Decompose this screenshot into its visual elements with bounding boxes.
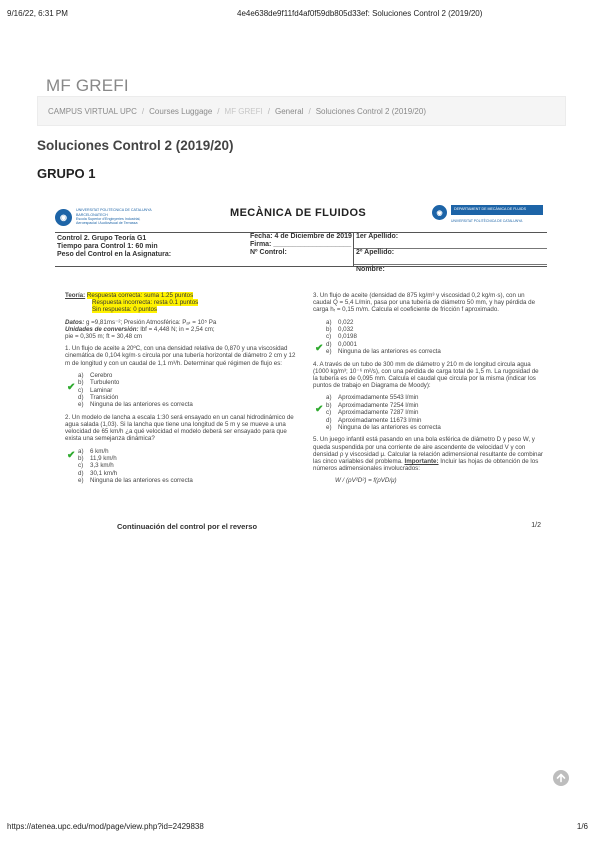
print-doc-title: 4e4e638de9f11fd4af0f59db805d33ef: Soluciones Control 2 (2019/20) — [237, 9, 483, 18]
back-to-top-button[interactable] — [553, 770, 569, 786]
dimensionless-formula: W / (ρV²D²) = f(ρVD/μ) — [335, 477, 397, 485]
option-e: e) Ninguna de las anteriores es correcta — [326, 424, 441, 432]
option-d: d) 30,1 km/h — [78, 469, 118, 477]
question-5: 5. Un juego infantil está pasando en una bola esférica de diámetro D y peso W, y queda suspendida por una corriente de aire ascendente de velocidad V y con densidad ρ y viscosidad μ. Calcular la relación adimensional resultante de combinar las cinco variables del problema. Importante: Incluir las hojas de obtención de los números adimensionales involucrados: — [313, 436, 543, 473]
surname-2-field: 2º Apellido: — [354, 249, 547, 265]
breadcrumb-separator: / — [308, 106, 311, 116]
breadcrumb-item-course[interactable]: MF GREFI — [224, 106, 263, 116]
question-2: 2. Un modelo de lancha a escala 1:30 será ensayado en un canal hidrodinámico de agua salada (1,03). Si la lancha que tiene una longitud de 5 m y se mueve a una velocidad de 65 km/h ¿a qué velocidad el modelo deberá ser ensayado para que exista una semejanza dinámica? — [65, 413, 294, 443]
exam-info-table — [55, 232, 547, 273]
option-d: d) 0,0001 — [326, 340, 357, 348]
breadcrumb-item-campus[interactable]: CAMPUS VIRTUAL UPC — [48, 106, 137, 116]
breadcrumb-separator: / — [217, 106, 220, 116]
checkmark-icon: ✔ — [315, 343, 324, 355]
exam-page-number: 1/2 — [531, 522, 541, 529]
exam-info-col-3 — [353, 233, 547, 273]
exam-data: Datos: g =9,81ms⁻²; Presión Atmosférica: Pₐₜ = 10⁵ Pa Unidades de conversión: lbf = 4,448 N; in = 2,54 cm; pie = 0,305 m; ft = 30,48 cm — [65, 318, 217, 341]
upc-school-logo — [55, 206, 180, 228]
option-c: c) 3,3 km/h — [78, 462, 114, 470]
time-label: Tiempo para Control 1: 60 min — [57, 243, 158, 250]
print-url: https://atenea.upc.edu/mod/page/view.php?id=2429838 — [7, 822, 204, 831]
option-b: ✔ b) 11,9 km/h — [67, 449, 117, 463]
exam-continuation-note: Continuación del control por el reverso — [117, 522, 258, 531]
exam-info-col-1 — [57, 233, 247, 266]
checkmark-icon: ✔ — [67, 449, 76, 461]
control-label: Control 2. Grupo Teoría G1 — [57, 235, 147, 242]
checkmark-icon: ✔ — [67, 381, 76, 393]
breadcrumb-separator: / — [141, 106, 145, 116]
checkmark-icon: ✔ — [315, 404, 324, 416]
option-a: a) 0,022 — [326, 318, 354, 326]
exam-right-column — [313, 292, 543, 485]
department-logo-box: DEPARTAMENT DE MECÀNICA DE FLUIDS — [451, 205, 543, 215]
exam-info-col-2 — [250, 233, 350, 266]
signature-label: Firma: ____________________ — [250, 241, 352, 248]
exam-title: MECÀNICA DE FLUIDOS — [230, 207, 367, 219]
breadcrumb-item-current[interactable]: Soluciones Control 2 (2019/20) — [315, 106, 426, 116]
option-b: b) 0,032 — [326, 326, 354, 334]
question-3-options — [313, 319, 543, 356]
print-page-number: 1/6 — [576, 822, 588, 831]
school-logo-text: UNIVERSITAT POLITÈCNICA DE CATALUNYA BARCELONATECH Escola Superior d'Enginyeries Industrial, Aeroespacial i Audiovisual de Terrassa — [76, 208, 152, 226]
surname-1-field: 1er Apellido: — [354, 233, 547, 249]
option-a: a) 6 km/h — [78, 447, 109, 455]
exam-left-column — [65, 292, 299, 490]
scoring-rules: Teoría: Respuesta correcta: suma 1.25 puntos Respuesta incorrecta: resta 0.1 puntos Sin respuesta: 0 puntos — [65, 292, 199, 314]
option-d: d) Aproximadamente 11673 l/min — [326, 416, 422, 424]
option-a: a) Aproximadamente 5543 l/min — [326, 394, 419, 402]
breadcrumb — [37, 96, 566, 126]
page-title: Soluciones Control 2 (2019/20) — [37, 138, 234, 153]
print-datetime: 9/16/22, 6:31 PM — [7, 9, 68, 18]
section-heading: GRUPO 1 — [37, 166, 96, 181]
option-e: ✔ e) Ninguna de las anteriores es correcta — [315, 343, 441, 356]
question-4: 4. A través de un tubo de 300 mm de diámetro y 210 m de longitud circula agua (1000 kg/m³; 10⁻⁶ m²/s), con una pérdida de carga total de 1,5 m. La rugosidad de la tubería es de 0,095 mm. Calcula el caudal que circula por la misma (indicar los puntos de trabajo en Diagrama de Moody): — [313, 360, 539, 390]
breadcrumb-item-general[interactable]: General — [274, 106, 304, 116]
site-name[interactable]: MF GREFI — [46, 76, 129, 95]
option-d: d) Transición — [78, 394, 119, 402]
option-e: e) Ninguna de las anteriores es correcta — [78, 477, 193, 485]
arrow-up-circle-icon — [556, 773, 566, 783]
question-4-options — [313, 394, 543, 431]
department-logo — [432, 205, 547, 229]
question-3: 3. Un flujo de aceite (densidad de 875 kg/m³ y viscosidad 0,2 kg/m·s), con un caudal Q = 5,4 L/min, pasa por una tubería de diámetro 50 mm, y hay pérdida de carga hᵣ = 0,15 m/m. Calcula el coeficiente de fricción f aproximado. — [313, 292, 536, 314]
breadcrumb-separator: / — [267, 106, 270, 116]
date-label: Fecha: 4 de Diciembre de 2019 — [250, 233, 352, 240]
option-b: b) Turbulento — [78, 379, 120, 387]
weight-label: Peso del Control en la Asignatura: — [57, 251, 172, 258]
question-2-options — [65, 448, 299, 485]
option-e: e) Ninguna de las anteriores es correcta — [78, 401, 193, 409]
name-field: Nombre: — [356, 266, 385, 273]
option-c: ✔ c) Laminar — [67, 381, 113, 394]
control-number-label: Nº Control: — [250, 249, 287, 256]
option-c: c) 0,0198 — [326, 333, 357, 341]
upc-logo-icon: ◉ — [55, 209, 72, 226]
exam-document — [55, 200, 547, 536]
option-c: ✔ c) Aproximadamente 7287 l/min — [315, 404, 419, 417]
department-logo-sub: UNIVERSITAT POLITÈCNICA DE CATALUNYA — [451, 219, 523, 223]
question-1-options — [65, 372, 299, 409]
option-a: a) Cerebro — [78, 371, 113, 379]
option-b: b) Aproximadamente 7254 l/min — [326, 401, 419, 409]
question-1: 1. Un flujo de aceite a 20ºC, con una densidad relativa de 0,870 y una viscosidad cinemática de 0,104 kg/m·s circula por una tubería horizontal de diámetro 2 cm y 12 m de longitud y con un caudal de 1,1 m³/h. Determinar qué régimen de flujo es: — [65, 345, 296, 367]
breadcrumb-item-courses[interactable]: Courses Luggage — [149, 106, 213, 116]
upc-logo-icon: ◉ — [432, 205, 447, 220]
